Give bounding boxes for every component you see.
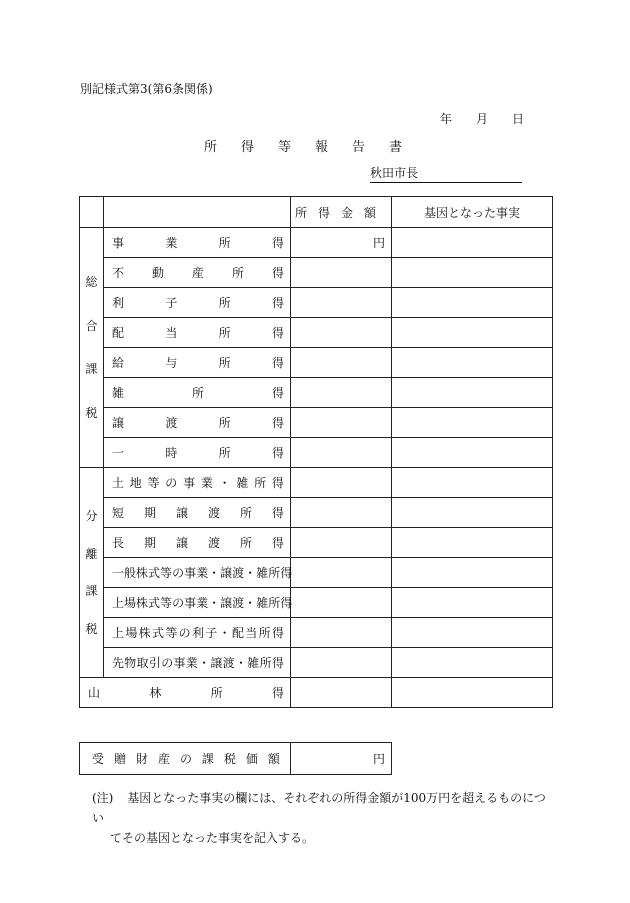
label-char: 子 bbox=[165, 296, 178, 310]
label-char: の bbox=[172, 596, 185, 610]
label-char: 子 bbox=[205, 626, 218, 640]
label-char: 当 bbox=[165, 326, 178, 340]
label-char: 得 bbox=[271, 686, 284, 700]
label-char: 価 bbox=[245, 752, 258, 766]
table-row bbox=[80, 288, 553, 318]
row-label bbox=[104, 408, 291, 438]
label-char: 取 bbox=[136, 656, 149, 670]
note-prefix: (注) bbox=[92, 791, 114, 805]
label-char: 株 bbox=[136, 596, 149, 610]
label-char: 譲 bbox=[112, 416, 125, 430]
row-label bbox=[104, 348, 291, 378]
label-char: 渡 bbox=[232, 596, 245, 610]
amount-field[interactable] bbox=[291, 348, 392, 378]
amount-field[interactable] bbox=[291, 588, 392, 618]
label-char: 所 bbox=[218, 236, 231, 250]
label-char: 上 bbox=[112, 596, 125, 610]
label-char: 長 bbox=[112, 536, 125, 550]
page-title: 所得等報告書 bbox=[203, 140, 426, 155]
label-char: の bbox=[179, 752, 192, 766]
table-row bbox=[80, 408, 553, 438]
label-char: 所 bbox=[218, 446, 231, 460]
label-char: 所 bbox=[239, 536, 252, 550]
income-type-label bbox=[88, 684, 284, 701]
label-char: 譲 bbox=[220, 596, 233, 610]
label-char: 給 bbox=[112, 356, 125, 370]
label-char: 得 bbox=[271, 626, 284, 640]
label-char: 所 bbox=[231, 266, 244, 280]
gift-amount-field[interactable]: 円 bbox=[291, 743, 392, 775]
label-char: ・ bbox=[208, 566, 221, 580]
amount-field[interactable] bbox=[291, 468, 392, 498]
label-char: 配 bbox=[112, 326, 125, 340]
table-row bbox=[80, 468, 553, 498]
row-label bbox=[104, 258, 291, 288]
label-char: 等 bbox=[160, 596, 173, 610]
reason-field[interactable] bbox=[392, 258, 553, 288]
label-char: 得 bbox=[271, 476, 284, 490]
table-row bbox=[80, 528, 553, 558]
label-char: 得 bbox=[280, 596, 293, 610]
reason-field[interactable] bbox=[392, 528, 553, 558]
label-char: 等 bbox=[165, 626, 178, 640]
label-char: 得 bbox=[271, 656, 284, 670]
label-char: 期 bbox=[143, 506, 156, 520]
date-month-label: 月 bbox=[476, 112, 489, 126]
label-char: ・ bbox=[234, 656, 247, 670]
label-char: 得 bbox=[271, 326, 284, 340]
amount-field[interactable] bbox=[291, 618, 392, 648]
table-header-row bbox=[80, 197, 553, 228]
reason-field[interactable] bbox=[392, 288, 553, 318]
label-char: 物 bbox=[124, 656, 137, 670]
label-char: 雑 bbox=[236, 476, 249, 490]
income-table bbox=[79, 196, 553, 708]
label-char: 渡 bbox=[232, 566, 245, 580]
label-char: 株 bbox=[138, 626, 151, 640]
date-year-label: 年 bbox=[440, 112, 453, 126]
amount-field[interactable] bbox=[291, 498, 392, 528]
reason-field[interactable] bbox=[392, 558, 553, 588]
label-char: ・ bbox=[208, 596, 221, 610]
label-char: 一 bbox=[112, 566, 125, 580]
label-char: 得 bbox=[271, 416, 284, 430]
table-row bbox=[80, 438, 553, 468]
label-char: 産 bbox=[157, 752, 170, 766]
reason-field[interactable] bbox=[392, 468, 553, 498]
table-row bbox=[80, 618, 553, 648]
label-char: 場 bbox=[124, 596, 137, 610]
label-char: 所 bbox=[218, 326, 231, 340]
label-char: 譲 bbox=[210, 656, 223, 670]
label-char: 所 bbox=[218, 296, 231, 310]
row-label bbox=[104, 438, 291, 468]
income-type-label bbox=[112, 414, 284, 431]
label-char: 短 bbox=[112, 506, 125, 520]
footnote bbox=[92, 788, 552, 848]
amount-field[interactable]: 円 bbox=[291, 228, 392, 258]
label-char: ・ bbox=[218, 476, 231, 490]
row-label bbox=[104, 648, 291, 678]
amount-field[interactable] bbox=[291, 438, 392, 468]
label-char: 産 bbox=[191, 266, 204, 280]
reason-field[interactable] bbox=[392, 348, 553, 378]
label-char: 所 bbox=[259, 656, 272, 670]
reason-field[interactable] bbox=[392, 318, 553, 348]
amount-field[interactable] bbox=[291, 648, 392, 678]
label-char: 地 bbox=[129, 476, 142, 490]
label-char: 動 bbox=[151, 266, 164, 280]
label-char: 所 bbox=[239, 506, 252, 520]
form-number: 別記様式第3(第6条関係) bbox=[80, 82, 213, 96]
reason-field[interactable] bbox=[392, 498, 553, 528]
label-char: ・ bbox=[218, 626, 231, 640]
label-char: 税 bbox=[223, 752, 236, 766]
reason-field[interactable] bbox=[392, 408, 553, 438]
amount-field[interactable] bbox=[291, 558, 392, 588]
label-char: 時 bbox=[165, 446, 178, 460]
label-char: 式 bbox=[148, 596, 161, 610]
label-char: 額 bbox=[267, 752, 280, 766]
label-char: 所 bbox=[218, 416, 231, 430]
income-type-label bbox=[112, 264, 284, 281]
label-char: 渡 bbox=[207, 536, 220, 550]
label-char: 渡 bbox=[207, 506, 220, 520]
label-char: 業 bbox=[200, 476, 213, 490]
table-row bbox=[80, 588, 553, 618]
label-char: 業 bbox=[196, 566, 209, 580]
label-char: 贈 bbox=[113, 752, 126, 766]
amount-field[interactable] bbox=[291, 318, 392, 348]
label-char: 不 bbox=[112, 266, 125, 280]
label-char: 期 bbox=[143, 536, 156, 550]
label-char: 場 bbox=[125, 626, 138, 640]
label-char: 般 bbox=[124, 566, 137, 580]
label-char: 利 bbox=[191, 626, 204, 640]
label-char: 上 bbox=[112, 626, 125, 640]
label-char: 先 bbox=[112, 656, 125, 670]
label-char: の bbox=[178, 626, 191, 640]
label-char: 山 bbox=[88, 686, 101, 700]
label-char: 得 bbox=[271, 296, 284, 310]
label-char: 譲 bbox=[220, 566, 233, 580]
label-char: 渡 bbox=[165, 416, 178, 430]
label-char: 所 bbox=[268, 596, 281, 610]
amount-field[interactable] bbox=[291, 408, 392, 438]
income-type-label bbox=[112, 354, 284, 371]
gift-label bbox=[80, 743, 291, 775]
row-label bbox=[104, 618, 291, 648]
label-char: 事 bbox=[184, 596, 197, 610]
table-row bbox=[80, 498, 553, 528]
label-char: 事 bbox=[184, 566, 197, 580]
amount-field[interactable] bbox=[291, 378, 392, 408]
label-char: 林 bbox=[149, 686, 162, 700]
label-char: 配 bbox=[231, 626, 244, 640]
income-type-label bbox=[112, 294, 284, 311]
label-char: ・ bbox=[244, 566, 257, 580]
label-char: 事 bbox=[183, 476, 196, 490]
table-row bbox=[80, 348, 553, 378]
income-type-label bbox=[112, 594, 293, 611]
label-char: の bbox=[172, 566, 185, 580]
gift-table bbox=[79, 742, 392, 775]
label-char: 等 bbox=[147, 476, 160, 490]
row-label bbox=[104, 588, 291, 618]
label-char: 事 bbox=[112, 236, 125, 250]
label-char: 業 bbox=[196, 596, 209, 610]
table-row bbox=[80, 318, 553, 348]
row-label bbox=[104, 288, 291, 318]
row-label bbox=[104, 318, 291, 348]
table-row bbox=[80, 228, 553, 258]
label-char: 業 bbox=[185, 656, 198, 670]
label-char: 得 bbox=[271, 356, 284, 370]
label-char: 所 bbox=[191, 386, 204, 400]
income-type-label bbox=[112, 234, 284, 251]
reason-field[interactable] bbox=[392, 618, 553, 648]
reason-field[interactable] bbox=[392, 648, 553, 678]
label-char: 雑 bbox=[247, 656, 260, 670]
label-char: 受 bbox=[92, 752, 105, 766]
label-char: 得 bbox=[280, 566, 293, 580]
label-char: 土 bbox=[112, 476, 125, 490]
label-char: 所 bbox=[218, 356, 231, 370]
amount-field[interactable] bbox=[291, 528, 392, 558]
income-type-label bbox=[112, 384, 284, 401]
income-type-label bbox=[112, 444, 284, 461]
label-char: 得 bbox=[271, 236, 284, 250]
row-label bbox=[104, 528, 291, 558]
label-char: の bbox=[161, 656, 174, 670]
note-line-2: てその基因となった事実を記入する。 bbox=[110, 831, 315, 845]
label-char: 所 bbox=[254, 476, 267, 490]
row-label bbox=[104, 558, 291, 588]
label-char: 所 bbox=[258, 626, 271, 640]
amount-field[interactable] bbox=[291, 678, 392, 708]
label-char: 所 bbox=[210, 686, 223, 700]
date-day-label: 日 bbox=[512, 112, 525, 126]
row-label bbox=[104, 468, 291, 498]
note-line-1: 基因となった事実の欄には、それぞれの所得金額が100万円を超えるものについ bbox=[92, 791, 546, 825]
group-bunri-label: 分 離 課 税 bbox=[80, 468, 104, 678]
label-char: 所 bbox=[268, 566, 281, 580]
income-type-label bbox=[112, 564, 293, 581]
label-char: ・ bbox=[244, 596, 257, 610]
label-char: 得 bbox=[271, 446, 284, 460]
row-label bbox=[80, 678, 291, 708]
row-label bbox=[104, 498, 291, 528]
reason-field[interactable] bbox=[392, 438, 553, 468]
table-row bbox=[80, 558, 553, 588]
addressee: 秋田市長 bbox=[370, 164, 522, 183]
income-type-label bbox=[112, 474, 284, 491]
income-type-label bbox=[112, 324, 284, 341]
label-char: 式 bbox=[151, 626, 164, 640]
col-amount-header: 所得金額 bbox=[291, 197, 392, 228]
reason-field[interactable] bbox=[392, 588, 553, 618]
label-char: 譲 bbox=[175, 506, 188, 520]
label-char: 雑 bbox=[112, 386, 125, 400]
group-sougou-label: 総 合 課 税 bbox=[80, 228, 104, 468]
label-char: 雑 bbox=[256, 566, 269, 580]
reason-field[interactable] bbox=[392, 228, 553, 258]
amount-field[interactable] bbox=[291, 288, 392, 318]
income-type-label bbox=[112, 534, 284, 551]
label-char: 業 bbox=[165, 236, 178, 250]
label-char: 得 bbox=[271, 266, 284, 280]
reason-field[interactable] bbox=[392, 378, 553, 408]
row-label bbox=[104, 228, 291, 258]
label-char: 財 bbox=[135, 752, 148, 766]
label-char: の bbox=[165, 476, 178, 490]
label-char: 等 bbox=[160, 566, 173, 580]
date-line bbox=[440, 110, 524, 127]
table-row bbox=[80, 648, 553, 678]
label-char: 利 bbox=[112, 296, 125, 310]
label-char: 得 bbox=[271, 386, 284, 400]
row-label bbox=[104, 378, 291, 408]
label-char: 課 bbox=[201, 752, 214, 766]
income-type-label bbox=[112, 654, 284, 671]
label-char: 渡 bbox=[222, 656, 235, 670]
gift-label-text bbox=[88, 750, 284, 767]
amount-field[interactable] bbox=[291, 258, 392, 288]
label-char: 与 bbox=[165, 356, 178, 370]
label-char: 事 bbox=[173, 656, 186, 670]
gift-row bbox=[80, 743, 392, 775]
label-char: 一 bbox=[112, 446, 125, 460]
label-char: 譲 bbox=[175, 536, 188, 550]
label-char: 株 bbox=[136, 566, 149, 580]
reason-field[interactable] bbox=[392, 678, 553, 708]
label-char: ・ bbox=[198, 656, 211, 670]
label-char: 引 bbox=[148, 656, 161, 670]
label-char: 式 bbox=[148, 566, 161, 580]
label-char: 当 bbox=[245, 626, 258, 640]
table-row bbox=[80, 258, 553, 288]
label-char: 得 bbox=[271, 536, 284, 550]
col-reason-header: 基因となった事実 bbox=[392, 197, 553, 228]
income-type-label bbox=[112, 624, 284, 641]
income-type-label bbox=[112, 504, 284, 521]
label-char: 雑 bbox=[256, 596, 269, 610]
table-row bbox=[80, 678, 553, 708]
table-row bbox=[80, 378, 553, 408]
label-char: 得 bbox=[271, 506, 284, 520]
